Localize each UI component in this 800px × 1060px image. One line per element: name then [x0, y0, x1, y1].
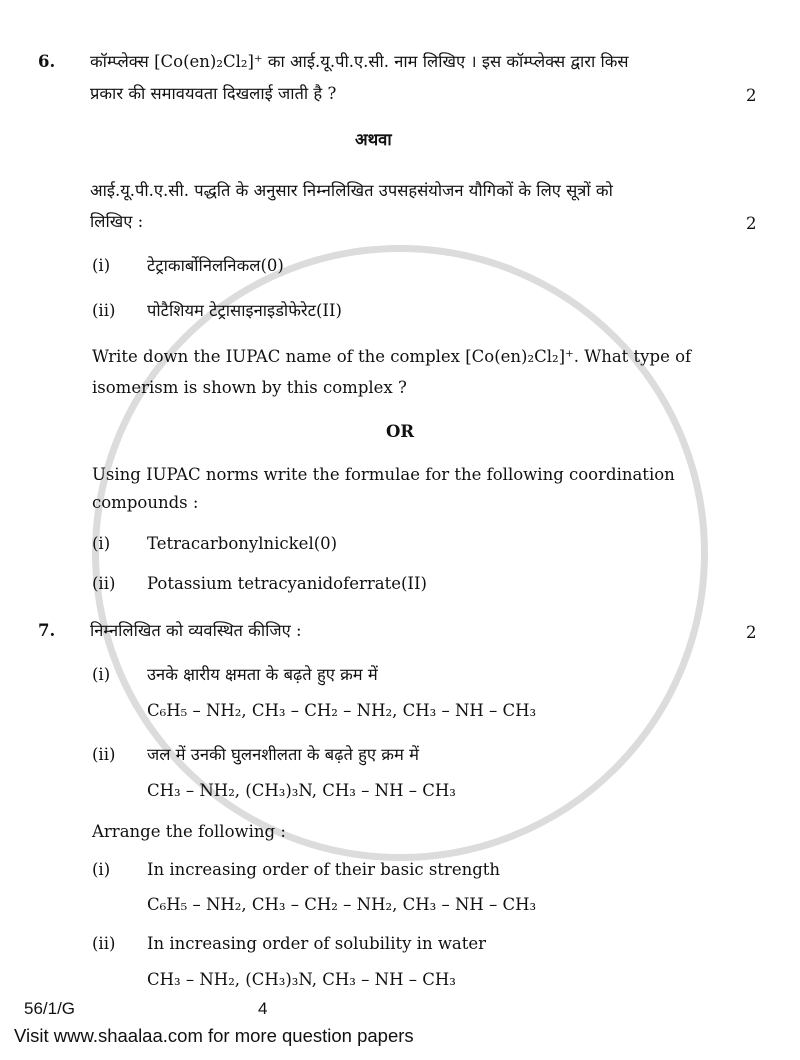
item-label: (ii)	[92, 574, 116, 593]
marks: 2	[746, 86, 757, 105]
q6-hindi-alt-text: आई.यू.पी.ए.सी. पद्धति के अनुसार निम्नलिखित उपसहसंयोजन यौगिकों के लिए सूत्रों को	[90, 181, 613, 200]
item-text: जल में उनकी घुलनशीलता के बढ़ते हुए क्रम में	[147, 745, 419, 764]
page-number: 4	[258, 999, 268, 1018]
formula: CH₃ – NH₂, (CH₃)₃N, CH₃ – NH – CH₃	[147, 970, 456, 989]
item-label: (ii)	[92, 934, 116, 953]
q6-english-text: Write down the IUPAC name of the complex [Co(en)₂Cl₂]⁺. What type of	[92, 347, 692, 366]
formula: C₆H₅ – NH₂, CH₃ – CH₂ – NH₂, CH₃ – NH – CH₃	[147, 895, 537, 914]
q6-english-text: isomerism is shown by this complex ?	[92, 378, 407, 397]
marks: 2	[746, 214, 757, 233]
q6-hindi-text: प्रकार की समावयवता दिखलाई जाती है ?	[90, 84, 337, 103]
paper-code: 56/1/G	[24, 999, 76, 1018]
item-text: उनके क्षारीय क्षमता के बढ़ते हुए क्रम में	[147, 665, 378, 684]
q6-english-alt-text: compounds :	[92, 493, 199, 512]
or-heading: OR	[386, 422, 415, 441]
item-label: (i)	[92, 860, 111, 879]
q6-hindi-text: कॉम्प्लेक्स [Co(en)₂Cl₂]⁺ का आई.यू.पी.ए.सी. नाम लिखिए । इस कॉम्प्लेक्स द्वारा किस	[90, 52, 629, 71]
item-text: In increasing order of their basic strength	[147, 860, 501, 879]
item-label: (i)	[92, 665, 111, 684]
or-heading: अथवा	[355, 130, 392, 149]
question-number: 7.	[38, 621, 56, 640]
item-text: टेट्राकार्बोनिलनिकल(0)	[147, 256, 284, 275]
question-number: 6.	[38, 52, 56, 71]
item-text: Potassium tetracyanidoferrate(II)	[147, 574, 427, 593]
item-label: (ii)	[92, 301, 116, 320]
q6-english-alt-text: Using IUPAC norms write the formulae for the following coordination	[92, 465, 675, 484]
item-text: Tetracarbonylnickel(0)	[147, 534, 338, 553]
q7-english-intro: Arrange the following :	[92, 822, 286, 841]
q6-hindi-alt-text: लिखिए :	[90, 212, 144, 231]
item-label: (ii)	[92, 745, 116, 764]
visit-link[interactable]: Visit www.shaalaa.com for more question papers	[14, 1025, 414, 1046]
q7-hindi-intro: निम्नलिखित को व्यवस्थित कीजिए :	[90, 621, 302, 640]
item-label: (i)	[92, 256, 111, 275]
marks: 2	[746, 623, 757, 642]
item-label: (i)	[92, 534, 111, 553]
item-text: In increasing order of solubility in water	[147, 934, 487, 953]
formula: CH₃ – NH₂, (CH₃)₃N, CH₃ – NH – CH₃	[147, 781, 456, 800]
item-text: पोटैशियम टेट्रासाइनाइडोफेरेट(II)	[147, 301, 342, 320]
formula: C₆H₅ – NH₂, CH₃ – CH₂ – NH₂, CH₃ – NH – CH₃	[147, 701, 537, 720]
